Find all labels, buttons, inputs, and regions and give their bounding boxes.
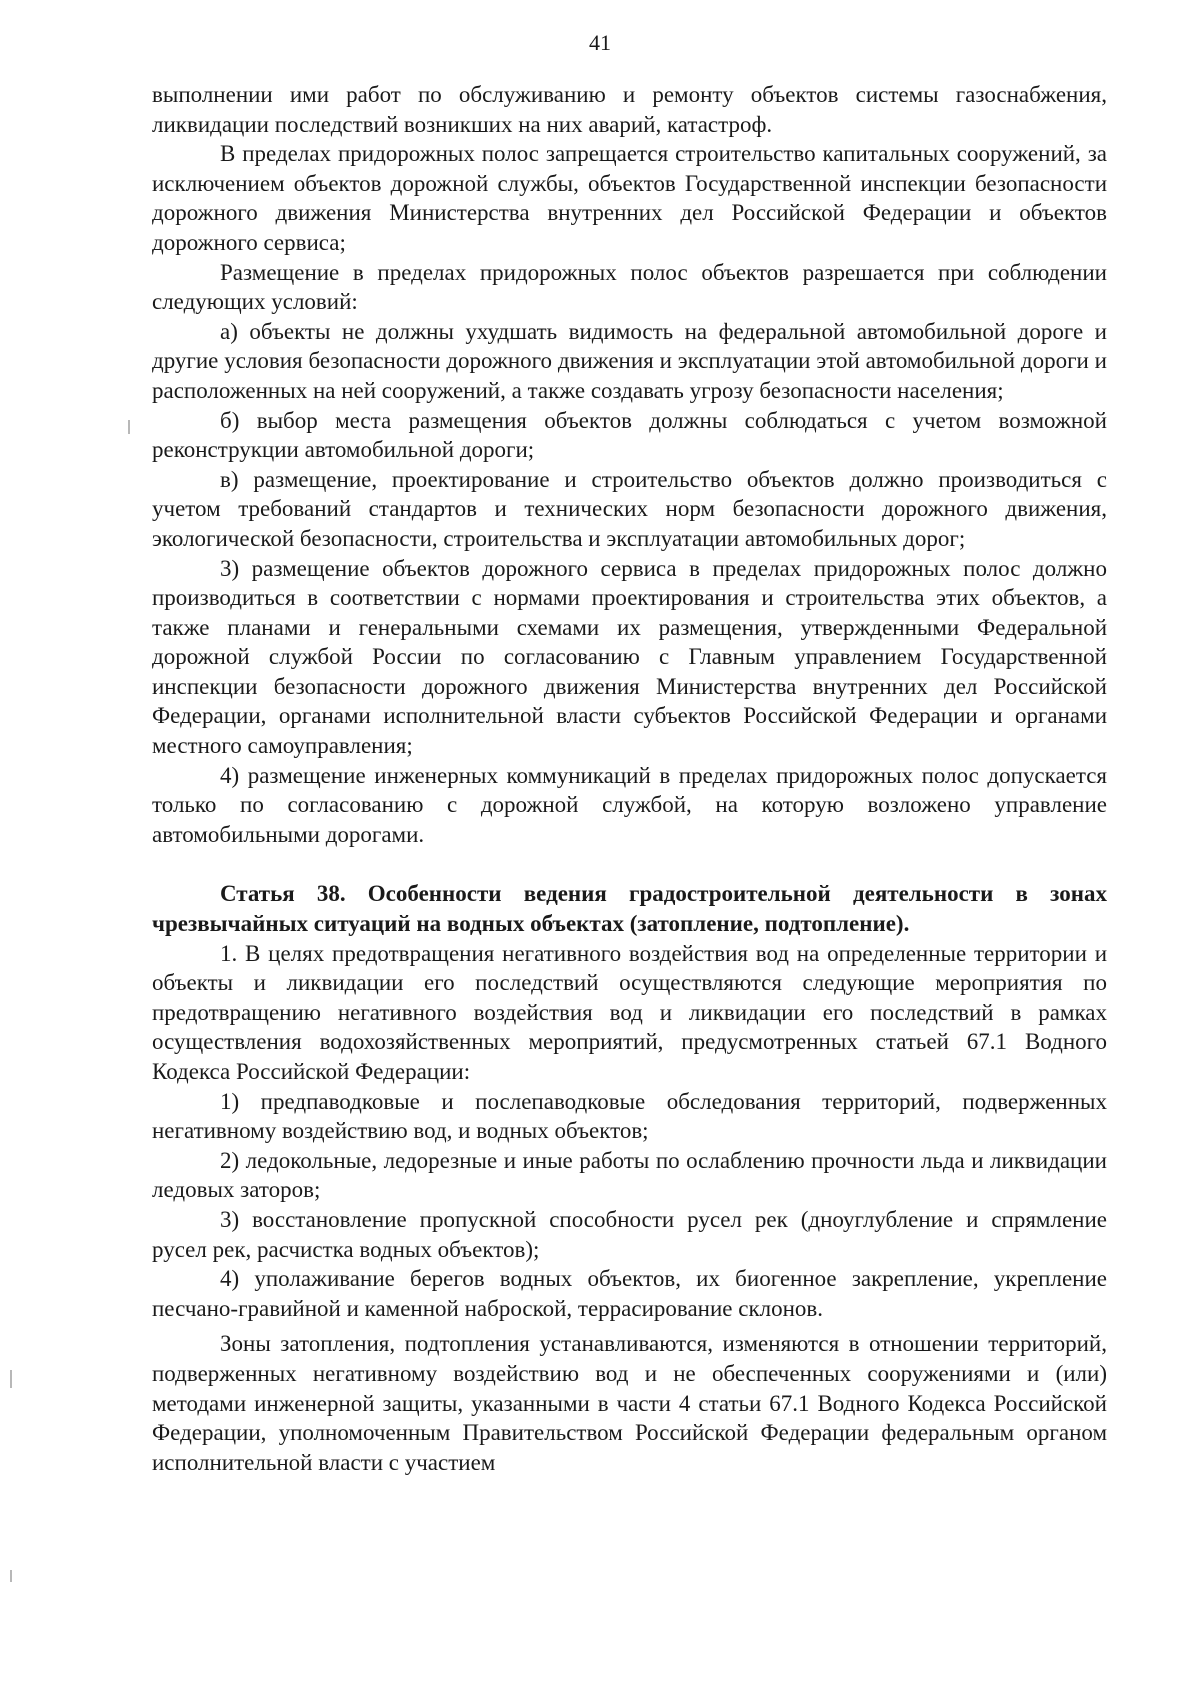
scan-artifact-mark <box>10 1370 12 1388</box>
list-item-4: 4) размещение инженерных коммуникаций в пределах придорожных полос допускается только по согласованию с дорожной службой, на которую возложено управление автомобильными дорогами. <box>152 762 1107 847</box>
paragraph-placement-conditions: Размещение в пределах придорожных полос объектов разрешается при соблюдении следующих условий: <box>152 259 1107 315</box>
document-body <box>152 80 1107 1477</box>
paragraph-capital-construction-ban: В пределах придорожных полос запрещается строительство капитальных сооружений, за исключением объектов дорожной службы, объектов Государственной инспекции безопасности дорожного движения Министерства внутренних дел Российской Федерации и объектов дорожного сервиса; <box>152 141 1107 255</box>
list-item-a: а) объекты не должны ухудшать видимость на федеральной автомобильной дороге и другие условия безопасности дорожного движения и эксплуатации этой автомобильной дороги и расположенных на ней сооружений, а также создавать угрозу безопасности населения; <box>152 318 1107 403</box>
measure-item-3: 3) восстановление пропускной способности русел рек (дноуглубление и спрямление русел рек, расчистка водных объектов); <box>152 1206 1107 1262</box>
page-number: 41 <box>589 30 611 55</box>
article-38-heading: Статья 38. Особенности ведения градостроительной деятельности в зонах чрезвычайных ситуаций на водных объектах (затопление, подтопление). <box>152 881 1107 937</box>
measure-item-4: 4) уполаживание берегов водных объектов, их биогенное закрепление, укрепление песчано-гравийной и каменной наброской, террасирование склонов. <box>152 1266 1107 1321</box>
measure-item-2: 2) ледокольные, ледорезные и иные работы по ослаблению прочности льда и ликвидации ледовых заторов; <box>152 1147 1107 1203</box>
paragraph-article-38-intro: 1. В целях предотвращения негативного воздействия вод на определенные территории и объекты и ликвидации его последствий осуществляются следующие мероприятия по предотвращению негативного воздействия вод и ликвидации его последствий в рамках осуществления водохозяйственных мероприятий, предусмотренных статьей 67.1 Водного Кодекса Российской Федерации: <box>152 940 1107 1084</box>
paragraph-continuation: выполнении ими работ по обслуживанию и ремонту объектов системы газоснабжения, ликвидации последствий возникших на них аварий, катастроф. <box>152 82 1107 137</box>
scan-artifact-mark <box>128 420 130 434</box>
paragraph-flood-zones: Зоны затопления, подтопления устанавливаются, изменяются в отношении территорий, подверженных негативному воздействию вод и не обеспеченных сооружениями и (или) методами инженерной защиты, указанными в части 4 статьи 67.1 Водного Кодекса Российской Федерации, уполномоченным Правительством Российской Федерации федеральным органом исполнительной власти с участием <box>152 1331 1107 1475</box>
list-item-v: в) размещение, проектирование и строительство объектов должно производиться с учетом требований стандартов и технических норм безопасности дорожного движения, экологической безопасности, строительства и эксплуатации автомобильных дорог; <box>152 466 1107 551</box>
list-item-b: б) выбор места размещения объектов должны соблюдаться с учетом возможной реконструкции автомобильной дороги; <box>152 407 1107 463</box>
measure-item-1: 1) предпаводковые и послепаводковые обследования территорий, подверженных негативному воздействию вод, и водных объектов; <box>152 1088 1107 1144</box>
list-item-3: 3) размещение объектов дорожного сервиса в пределах придорожных полос должно производиться в соответствии с нормами проектирования и строительства этих объектов, а также планами и генеральными схемами их размещения, утвержденными Федеральной дорожной службой России по согласованию с Главным управлением Государственной инспекции безопасности дорожного движения Министерства внутренних дел Российской Федерации, органами исполнительной власти субъектов Российской Федерации и органами местного самоуправления; <box>152 555 1107 759</box>
scan-artifact-mark <box>10 1570 12 1582</box>
